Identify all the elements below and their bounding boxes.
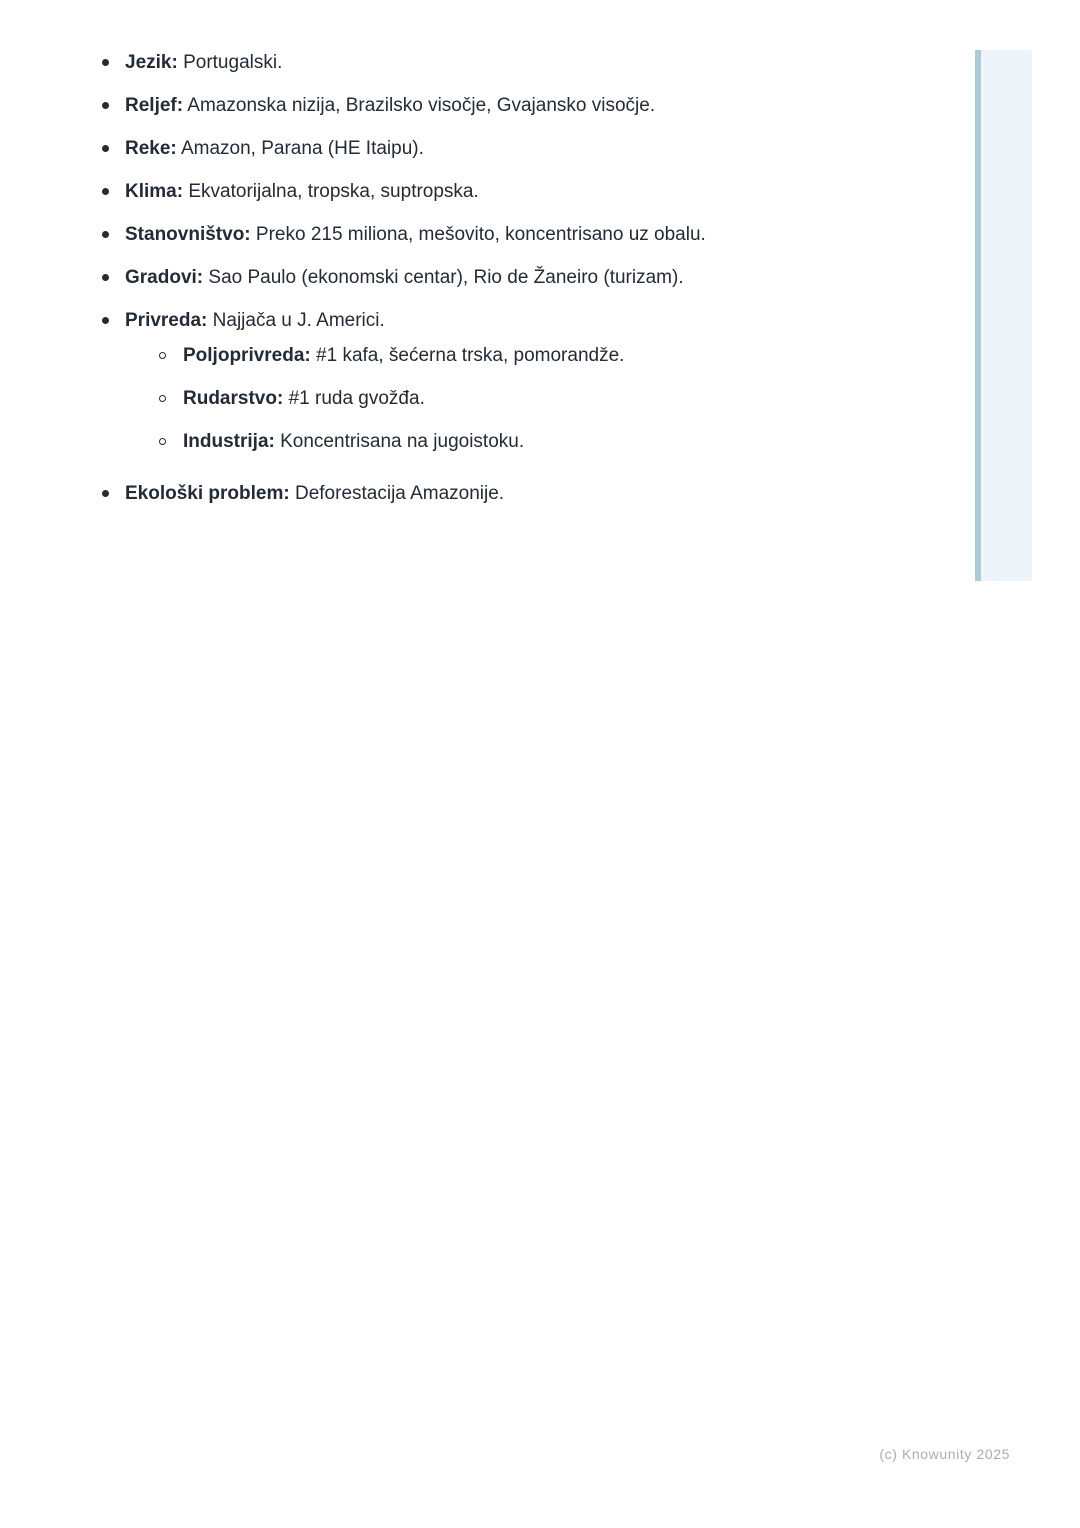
item-label: Industrija: <box>183 431 275 452</box>
item-label: Stanovništvo: <box>125 224 251 245</box>
item-label: Ekološki problem: <box>125 483 290 504</box>
bullet-icon <box>102 102 109 109</box>
item-text: #1 kafa, šećerna trska, pomorandže. <box>310 345 625 366</box>
circle-bullet-icon <box>159 352 166 359</box>
item-text: Sao Paulo (ekonomski centar), Rio de Žaneiro (turizam). <box>203 267 684 288</box>
item-text: Najjača u J. Americi. <box>207 310 385 331</box>
bullet-icon <box>102 490 109 497</box>
item-text: Ekvatorijalna, tropska, suptropska. <box>183 181 479 202</box>
item-label: Klima: <box>125 181 184 202</box>
bullet-icon <box>102 274 109 281</box>
item-label: Reke: <box>125 138 177 159</box>
item-label: Gradovi: <box>125 267 204 288</box>
sub-list-item <box>158 343 990 369</box>
item-text: Amazonska nizija, Brazilsko visočje, Gvajansko visočje. <box>183 95 656 116</box>
circle-bullet-icon <box>159 395 166 402</box>
item-label: Reljef: <box>125 95 184 116</box>
list-item <box>100 179 990 205</box>
list-item <box>100 481 990 507</box>
bullet-icon <box>102 317 109 324</box>
circle-bullet-icon <box>159 438 166 445</box>
list-item <box>100 136 990 162</box>
bullet-icon <box>102 231 109 238</box>
sub-list-item <box>158 386 990 412</box>
bullet-icon <box>102 59 109 66</box>
item-text: Deforestacija Amazonije. <box>289 483 505 504</box>
item-text: Amazon, Parana (HE Itaipu). <box>176 138 424 159</box>
item-text: Koncentrisana na jugoistoku. <box>274 431 525 452</box>
item-label: Privreda: <box>125 310 208 331</box>
item-label: Poljoprivreda: <box>183 345 311 366</box>
item-text: Preko 215 miliona, mešovito, koncentrisano uz obalu. <box>250 224 706 245</box>
bullet-icon <box>102 145 109 152</box>
item-text: Portugalski. <box>177 52 283 73</box>
list-item <box>100 50 990 76</box>
item-label: Jezik: <box>125 52 178 73</box>
bullet-list <box>100 50 990 524</box>
sub-bullet-list <box>158 343 990 455</box>
list-item <box>100 222 990 248</box>
list-item <box>100 93 990 119</box>
item-text: #1 ruda gvožđa. <box>283 388 425 409</box>
list-item <box>100 265 990 291</box>
bullet-icon <box>102 188 109 195</box>
list-item <box>100 308 990 455</box>
item-label: Rudarstvo: <box>183 388 284 409</box>
sub-list-item <box>158 429 990 455</box>
watermark: (c) Knowunity 2025 <box>879 1446 1010 1462</box>
